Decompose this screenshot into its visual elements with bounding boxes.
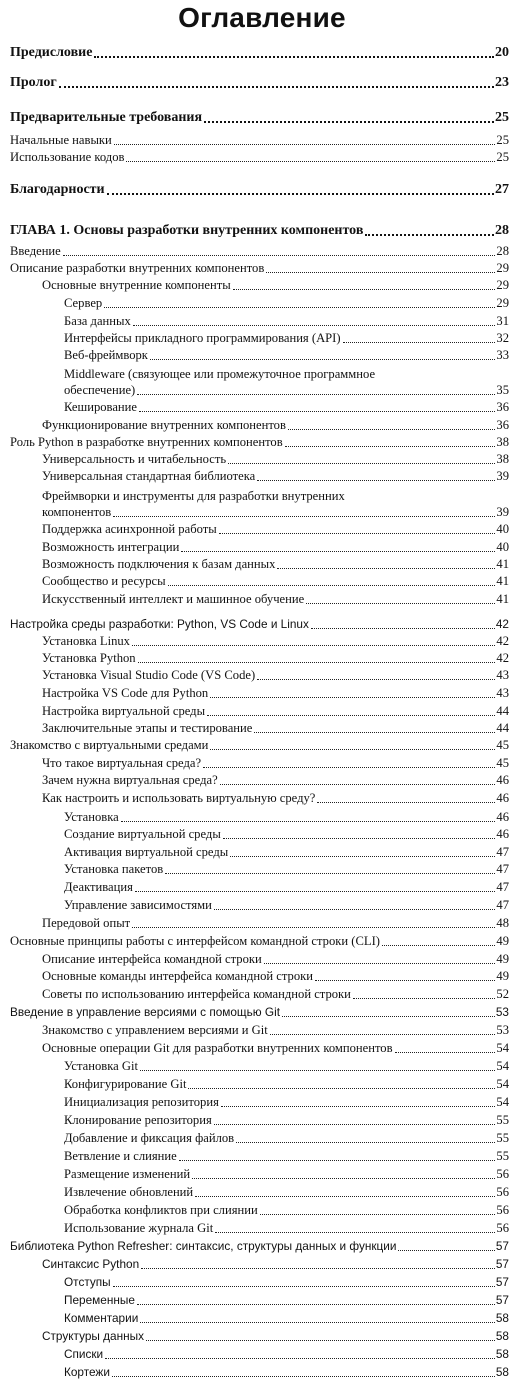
dot-leader: [264, 963, 496, 964]
toc-page-number: 47: [496, 862, 509, 876]
toc-entry[interactable]: [42, 668, 509, 683]
toc-page-number: 49: [496, 969, 509, 983]
toc-entry-title: Основные команды интерфейса командной строки: [42, 969, 313, 983]
dot-leader: [179, 1160, 496, 1161]
toc-entry-title: Интерфейсы прикладного программирования (API): [64, 331, 341, 345]
toc-page-number: 39: [496, 469, 509, 483]
toc-entry[interactable]: [42, 574, 509, 589]
toc-entry[interactable]: [42, 1329, 509, 1344]
toc-entry[interactable]: [42, 1257, 509, 1272]
toc-entry-title: Предисловие: [10, 45, 93, 60]
toc-page-number: 40: [496, 540, 509, 554]
dot-leader: [219, 533, 496, 534]
dot-leader: [165, 873, 495, 874]
dot-leader: [282, 1016, 495, 1017]
toc-page-number: 44: [496, 704, 509, 718]
dot-leader: [168, 585, 496, 586]
toc-entry[interactable]: [64, 314, 509, 329]
toc-entry-title: Предварительные требования: [10, 110, 203, 125]
toc-entry[interactable]: [64, 1293, 509, 1308]
toc-page-number: 54: [496, 1095, 509, 1109]
toc-page-number: 42: [495, 617, 509, 631]
toc-entry[interactable]: [64, 296, 509, 311]
toc-page-number: 58: [495, 1329, 509, 1343]
toc-entry[interactable]: [64, 331, 509, 346]
toc-page-number: 44: [496, 721, 509, 735]
dot-leader: [126, 161, 495, 162]
toc-page-number: 36: [496, 400, 509, 414]
toc-page-number: 54: [496, 1077, 509, 1091]
toc-entry-title: Основные внутренние компоненты: [42, 278, 231, 292]
dot-leader: [207, 715, 495, 716]
toc-entry-title: Обработка конфликтов при слиянии: [64, 1203, 258, 1217]
toc-entry-text-line: Middleware (связующее или промежуточное программное: [64, 367, 376, 381]
dot-leader: [112, 1376, 495, 1377]
toc-entry[interactable]: [10, 1005, 509, 1020]
toc-entry-title: Отступы: [64, 1275, 111, 1289]
dot-leader: [121, 821, 496, 822]
toc-entry-title: Размещение изменений: [64, 1167, 191, 1181]
dot-leader: [311, 628, 495, 629]
dot-leader: [192, 1178, 495, 1179]
toc-entry[interactable]: [42, 1023, 509, 1038]
dot-leader: [140, 1070, 495, 1071]
toc-entry[interactable]: [10, 222, 509, 239]
toc-entry-title: Сообщество и ресурсы: [42, 574, 166, 588]
dot-leader: [270, 1034, 496, 1035]
dot-leader: [188, 1088, 495, 1089]
toc-entry-title: Сервер: [64, 296, 103, 310]
dot-leader: [260, 1214, 496, 1215]
toc-entry-title: Использование кодов: [10, 150, 125, 164]
toc-page-number: 56: [496, 1221, 509, 1235]
toc-entry-title: Добавление и фиксация файлов: [64, 1131, 235, 1145]
toc-entry-title: Знакомство с управлением версиями и Git: [42, 1023, 268, 1037]
dot-leader: [236, 1142, 495, 1143]
dot-leader: [94, 56, 494, 58]
toc-entry[interactable]: [42, 791, 509, 806]
toc-entry[interactable]: [10, 181, 509, 198]
toc-page-number: 23: [495, 75, 509, 90]
toc-entry[interactable]: [42, 969, 509, 984]
dot-leader: [105, 1358, 495, 1359]
toc-entry-title: Пролог: [10, 75, 57, 90]
toc-entry[interactable]: [64, 1221, 509, 1236]
toc-entry-title: Деактивация: [64, 880, 133, 894]
dot-leader: [365, 234, 494, 236]
toc-entry-title: Кеширование: [64, 400, 137, 414]
toc-page-number: 42: [496, 634, 509, 648]
toc-entry[interactable]: [42, 987, 509, 1002]
toc-page-number: 41: [496, 557, 509, 571]
toc-page-number: 28: [495, 223, 509, 238]
toc-page-number: 57: [495, 1257, 509, 1271]
toc-entry[interactable]: [42, 505, 509, 520]
dot-leader: [195, 1196, 495, 1197]
toc-entry-title: Переменные: [64, 1293, 135, 1307]
toc-entry-title: Как настроить и использовать виртуальную среду?: [42, 791, 316, 805]
dot-leader: [137, 394, 495, 395]
dot-leader: [137, 1304, 495, 1305]
toc-entry[interactable]: [10, 1239, 509, 1254]
toc-entry-title: Управление зависимостями: [64, 898, 212, 912]
dot-leader: [223, 838, 496, 839]
toc-page-number: 29: [496, 296, 509, 310]
toc-entry[interactable]: [10, 934, 509, 949]
dot-leader: [114, 144, 496, 145]
dot-leader: [257, 480, 495, 481]
dot-leader: [203, 767, 495, 768]
toc-entry-title: Извлечение обновлений: [64, 1185, 194, 1199]
toc-entry-title: Настройка VS Code для Python: [42, 686, 209, 700]
dot-leader: [343, 342, 496, 343]
toc-entry[interactable]: [64, 1059, 509, 1074]
toc-page-number: 49: [496, 934, 509, 948]
toc-page-number: 43: [496, 686, 509, 700]
toc-entry-title: Комментарии: [64, 1311, 139, 1325]
toc-entry[interactable]: [64, 827, 509, 842]
toc-entry[interactable]: [42, 469, 509, 484]
toc-page-number: 36: [496, 418, 509, 432]
toc-entry[interactable]: [64, 845, 509, 860]
toc-page-number: 25: [495, 110, 509, 125]
toc-page-number: 58: [495, 1347, 509, 1361]
toc-entry[interactable]: [42, 634, 509, 649]
toc-entry[interactable]: [64, 1131, 509, 1146]
toc-entry[interactable]: [42, 686, 509, 701]
toc-entry[interactable]: [64, 383, 509, 398]
dot-leader: [181, 551, 495, 552]
toc-entry[interactable]: [10, 109, 509, 126]
toc-entry[interactable]: [10, 74, 509, 91]
toc-entry-title: Введение в управление версиями с помощью Git: [10, 1005, 280, 1019]
toc-entry[interactable]: [42, 916, 509, 931]
toc-entry[interactable]: [10, 261, 509, 276]
toc-entry-title: ГЛАВА 1. Основы разработки внутренних компонентов: [10, 223, 364, 238]
toc-entry-title: Клонирование репозитория: [64, 1113, 212, 1127]
toc-entry-title: Введение: [10, 244, 61, 258]
toc-entry-title: Настройка виртуальной среды: [42, 704, 206, 718]
toc-entry[interactable]: [64, 810, 509, 825]
toc-entry[interactable]: [10, 435, 509, 450]
toc-entry-title: Ветвление и слияние: [64, 1149, 177, 1163]
toc-entry-title: Универсальность и читабельность: [42, 452, 227, 466]
toc-entry-title: Начальные навыки: [10, 133, 112, 147]
toc-page-number: 48: [496, 916, 509, 930]
toc-page-number: 31: [496, 314, 509, 328]
toc-entry[interactable]: [64, 1203, 509, 1218]
toc-page-number: 46: [496, 773, 509, 787]
dot-leader: [141, 1268, 495, 1269]
toc-entry[interactable]: [64, 1095, 509, 1110]
toc-entry[interactable]: [42, 1041, 509, 1056]
dot-leader: [220, 784, 496, 785]
toc-page-number: 54: [496, 1059, 509, 1073]
dot-leader: [138, 662, 496, 663]
dot-leader: [398, 1250, 494, 1251]
toc-page-number: 32: [496, 331, 509, 345]
toc-entry-title: Описание разработки внутренних компонентов: [10, 261, 265, 275]
toc-entry[interactable]: [42, 952, 509, 967]
toc-page-number: 46: [496, 810, 509, 824]
dot-leader: [353, 998, 495, 999]
toc-page-number: 45: [496, 738, 509, 752]
dot-leader: [146, 1340, 495, 1341]
toc-page-number: 58: [495, 1365, 509, 1379]
toc-entry-title: Установка пакетов: [64, 862, 164, 876]
dot-leader: [140, 1322, 495, 1323]
toc-entry[interactable]: [64, 1311, 509, 1326]
dot-leader: [132, 927, 495, 928]
dot-leader: [254, 732, 495, 733]
dot-leader: [150, 359, 495, 360]
toc-page-number: 27: [495, 182, 509, 197]
dot-leader: [215, 1232, 495, 1233]
toc-entry-title: Веб-фреймворк: [64, 348, 148, 362]
toc-entry-title: Заключительные этапы и тестирование: [42, 721, 253, 735]
toc-page-number: 45: [496, 756, 509, 770]
toc-entry-title: Установка Visual Studio Code (VS Code): [42, 668, 256, 682]
toc-entry[interactable]: [42, 704, 509, 719]
toc-entry-title: Установка Python: [42, 651, 136, 665]
toc-entry[interactable]: [42, 721, 509, 736]
toc-entry-title: Роль Python в разработке внутренних компонентов: [10, 435, 283, 449]
toc-page-number: 47: [496, 880, 509, 894]
toc-page-number: 46: [496, 791, 509, 805]
toc-entry-title: Возможность интеграции: [42, 540, 180, 554]
toc-entry-title: Искусственный интеллект и машинное обучение: [42, 592, 305, 606]
toc-page-number: 33: [496, 348, 509, 362]
toc-entry-title: Советы по использованию интерфейса командной строки: [42, 987, 351, 1001]
toc-page-number: 25: [496, 150, 509, 164]
dot-leader: [266, 272, 495, 273]
toc-page-number: 39: [496, 505, 509, 519]
toc-entry-title: Знакомство с виртуальными средами: [10, 738, 209, 752]
dot-leader: [204, 121, 494, 123]
toc-page-number: 56: [496, 1167, 509, 1181]
toc-page-number: 29: [496, 278, 509, 292]
toc-page-number: 38: [496, 452, 509, 466]
dot-leader: [139, 411, 495, 412]
toc-entry-title: Инициализация репозитория: [64, 1095, 219, 1109]
dot-leader: [133, 325, 496, 326]
toc-entry-title: Возможность подключения к базам данных: [42, 557, 276, 571]
toc-entry-title: Функционирование внутренних компонентов: [42, 418, 286, 432]
dot-leader: [317, 802, 495, 803]
toc-entry-title: Основные принципы работы с интерфейсом командной строки (CLI): [10, 934, 380, 948]
dot-leader: [257, 679, 495, 680]
toc-entry-title: Благодарности: [10, 182, 105, 197]
toc-page-number: 35: [496, 383, 509, 397]
toc-entry-title: Установка: [64, 810, 119, 824]
toc-entry[interactable]: [64, 1185, 509, 1200]
toc-entry[interactable]: [64, 1149, 509, 1164]
toc-entry-title: Использование журнала Git: [64, 1221, 214, 1235]
toc-entry[interactable]: [64, 1347, 509, 1362]
dot-leader: [315, 980, 495, 981]
dot-leader: [306, 603, 495, 604]
toc-page-number: 57: [495, 1275, 509, 1289]
toc-entry-title: Описание интерфейса командной строки: [42, 952, 262, 966]
toc-page-number: 55: [496, 1113, 509, 1127]
dot-leader: [395, 1052, 496, 1053]
toc-page-number: 53: [495, 1005, 509, 1019]
dot-leader: [63, 255, 496, 256]
toc-page-number: 55: [496, 1131, 509, 1145]
toc-entry[interactable]: [10, 44, 509, 61]
toc-entry[interactable]: [64, 1077, 509, 1092]
toc-entry[interactable]: [10, 617, 509, 632]
toc-entry[interactable]: [42, 278, 509, 293]
toc-entry-title: компонентов: [42, 505, 112, 519]
toc-entry[interactable]: [42, 418, 509, 433]
toc-page-number: 20: [495, 45, 509, 60]
toc-page-number: 57: [495, 1239, 509, 1253]
toc-entry-title: База данных: [64, 314, 131, 328]
toc-entry[interactable]: [64, 348, 509, 363]
toc-page-number: 56: [496, 1185, 509, 1199]
toc-entry[interactable]: [42, 557, 509, 572]
toc-entry-title: Списки: [64, 1347, 104, 1361]
dot-leader: [210, 749, 495, 750]
toc-entry[interactable]: [10, 133, 509, 148]
toc-entry-title: Передовой опыт: [42, 916, 131, 930]
toc-page-number: 38: [496, 435, 509, 449]
dot-leader: [285, 446, 496, 447]
toc-entry-title: Библиотека Python Refresher: синтаксис, структуры данных и функции: [10, 1239, 397, 1253]
toc-page-number: 29: [496, 261, 509, 275]
toc-page-number: 42: [496, 651, 509, 665]
toc-entry[interactable]: [64, 400, 509, 415]
toc-page-number: 40: [496, 522, 509, 536]
toc-entry[interactable]: [42, 592, 509, 607]
toc-entry-title: Кортежи: [64, 1365, 110, 1379]
dot-leader: [107, 193, 494, 195]
toc-entry-title: Синтаксис Python: [42, 1257, 140, 1271]
toc-entry-title: Основные операции Git для разработки внутренних компонентов: [42, 1041, 393, 1055]
dot-leader: [59, 86, 494, 88]
toc-page-number: 25: [496, 133, 509, 147]
toc-entry-title: обеспечение): [64, 383, 136, 397]
toc-entry[interactable]: [42, 452, 509, 467]
toc-page-number: 55: [496, 1149, 509, 1163]
dot-leader: [104, 307, 495, 308]
dot-leader: [221, 1106, 496, 1107]
toc-entry[interactable]: [42, 773, 509, 788]
toc-page-number: 58: [495, 1311, 509, 1325]
dot-leader: [214, 909, 496, 910]
dot-leader: [277, 568, 495, 569]
toc-entry[interactable]: [64, 1167, 509, 1182]
page-title: Оглавление: [178, 2, 346, 33]
dot-leader: [288, 429, 495, 430]
toc-page-number: 53: [496, 1023, 509, 1037]
toc-entry[interactable]: [10, 244, 509, 259]
toc-entry[interactable]: [64, 1275, 509, 1290]
dot-leader: [233, 289, 496, 290]
toc-page-number: 54: [496, 1041, 509, 1055]
toc-entry[interactable]: [42, 540, 509, 555]
toc-entry-title: Что такое виртуальная среда?: [42, 756, 202, 770]
toc-page-number: 49: [496, 952, 509, 966]
toc-entry[interactable]: [64, 862, 509, 877]
toc-page-number: 52: [496, 987, 509, 1001]
toc-page-number: 46: [496, 827, 509, 841]
dot-leader: [210, 697, 495, 698]
toc-page-number: 41: [496, 592, 509, 606]
dot-leader: [113, 516, 495, 517]
dot-leader: [132, 645, 495, 646]
toc-entry[interactable]: [64, 1365, 509, 1380]
toc-entry-title: Зачем нужна виртуальная среда?: [42, 773, 218, 787]
toc-entry[interactable]: [42, 651, 509, 666]
dot-leader: [228, 463, 495, 464]
toc-entry-title: Активация виртуальной среды: [64, 845, 229, 859]
dot-leader: [230, 856, 495, 857]
toc-entry[interactable]: [64, 880, 509, 895]
toc-entry-title: Установка Git: [64, 1059, 138, 1073]
toc-entry-title: Универсальная стандартная библиотека: [42, 469, 256, 483]
toc-page-number: 57: [495, 1293, 509, 1307]
toc-entry[interactable]: [64, 1113, 509, 1128]
toc-entry[interactable]: [64, 898, 509, 913]
toc-entry-title: Структуры данных: [42, 1329, 145, 1343]
toc-page-number: 56: [496, 1203, 509, 1217]
toc-entry-title: Установка Linux: [42, 634, 130, 648]
toc-page-number: 47: [496, 845, 509, 859]
toc-page-number: 41: [496, 574, 509, 588]
toc-page-number: 47: [496, 898, 509, 912]
toc-entry[interactable]: [42, 756, 509, 771]
dot-leader: [382, 945, 495, 946]
toc-entry[interactable]: [42, 522, 509, 537]
toc-entry-title: Настройка среды разработки: Python, VS Code и Linux: [10, 617, 309, 631]
dot-leader: [135, 891, 495, 892]
dot-leader: [214, 1124, 496, 1125]
toc-page-number: 43: [496, 668, 509, 682]
toc-entry-title: Конфигурирование Git: [64, 1077, 187, 1091]
toc-page-number: 28: [496, 244, 509, 258]
toc-entry-title: Создание виртуальной среды: [64, 827, 221, 841]
toc-entry[interactable]: [10, 150, 509, 165]
toc-entry-text-line: Фреймворки и инструменты для разработки внутренних: [42, 489, 345, 503]
dot-leader: [113, 1286, 495, 1287]
toc-entry[interactable]: [10, 738, 509, 753]
toc-entry-title: Поддержка асинхронной работы: [42, 522, 217, 536]
